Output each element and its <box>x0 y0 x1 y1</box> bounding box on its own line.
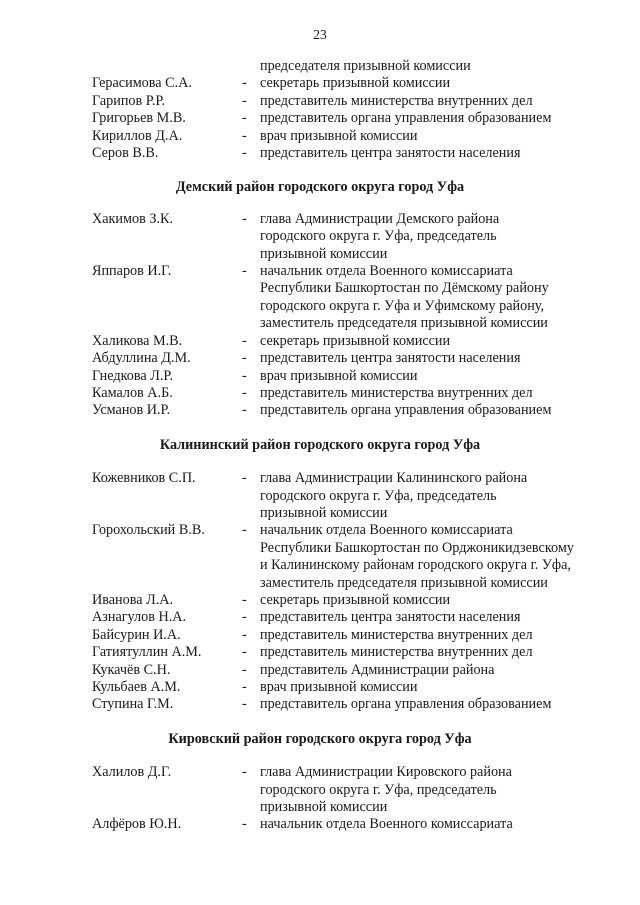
member-row <box>92 609 607 626</box>
member-role: представитель центра занятости населения <box>260 350 521 367</box>
member-role: представитель министерства внутренних дел <box>260 626 533 643</box>
member-row <box>92 402 607 419</box>
member-row <box>92 385 607 402</box>
member-role: представитель центра занятости населения <box>260 609 521 626</box>
dash: - <box>242 367 247 384</box>
continuation-row <box>92 58 607 75</box>
member-name: Григорьев М.В. <box>92 110 186 127</box>
member-row <box>92 145 607 162</box>
dash: - <box>242 384 247 401</box>
member-name: Байсурин И.А. <box>92 626 181 643</box>
dash: - <box>242 110 247 127</box>
member-role: секретарь призывной комиссии <box>260 75 451 92</box>
member-name: Абдуллина Д.М. <box>92 350 191 367</box>
dash: - <box>242 522 247 539</box>
dash: - <box>242 679 247 695</box>
document-body <box>92 58 607 834</box>
dash: - <box>242 661 247 678</box>
dash: - <box>242 75 247 92</box>
member-name: Алфёров Ю.Н. <box>92 816 182 833</box>
dash: - <box>242 696 247 713</box>
member-name: Кукачёв С.Н. <box>92 661 171 678</box>
member-row <box>92 93 607 110</box>
member-role: врач призывной комиссии <box>260 367 418 384</box>
member-row <box>92 816 607 833</box>
member-name: Герасимова С.А. <box>92 75 192 92</box>
page-number: 23 <box>313 27 327 42</box>
member-row <box>92 644 607 661</box>
member-name: Хакимов З.К. <box>92 210 174 227</box>
member-name: Ступина Г.М. <box>92 696 174 713</box>
member-name: Кожевников С.П. <box>92 470 196 487</box>
member-row <box>92 211 607 263</box>
section-heading: Калининский район городского округа город Уфа <box>159 436 481 453</box>
dash: - <box>242 332 247 349</box>
member-role: секретарь призывной комиссии <box>260 332 451 349</box>
member-role: представитель Администрации района <box>260 661 495 678</box>
member-role: начальник отдела Военного комиссариата <box>260 816 513 833</box>
section-heading: Демский район городского округа город Уфа <box>175 179 465 196</box>
member-role: представитель органа управления образованием <box>260 402 552 419</box>
member-row <box>92 696 607 713</box>
dash: - <box>242 145 247 162</box>
member-row <box>92 263 607 333</box>
member-name: Гатиятуллин А.М. <box>92 644 202 661</box>
dash: - <box>242 263 247 280</box>
member-name: Гарипов Р.Р. <box>92 92 166 109</box>
member-name: Халикова М.В. <box>92 332 183 349</box>
member-role: начальник отдела Военного комиссариата Республики Башкортостан по Орджоникидзевскому и Калининскому районам городского округа г. Уфа, заместитель председателя призывной комиссии <box>260 522 574 591</box>
member-role: представитель органа управления образованием <box>260 696 552 713</box>
member-role: представитель министерства внутренних дел <box>260 384 533 401</box>
member-name: Гнедкова Л.Р. <box>92 367 174 384</box>
dash: - <box>242 127 247 144</box>
dash: - <box>242 816 247 833</box>
member-row <box>92 470 607 522</box>
member-name: Кульбаев А.М. <box>92 679 181 695</box>
member-role: глава Администрации Калининского района городского округа г. Уфа, председатель призывной комиссии <box>260 470 528 521</box>
dash: - <box>242 92 247 109</box>
member-row <box>92 110 607 127</box>
dash: - <box>242 644 247 661</box>
member-row <box>92 679 607 696</box>
member-row <box>92 350 607 367</box>
member-name: Халилов Д.Г. <box>92 764 172 781</box>
member-name: Усманов И.Р. <box>92 402 171 419</box>
member-row <box>92 333 607 350</box>
dash: - <box>242 470 247 487</box>
member-role: представитель министерства внутренних дел <box>260 92 533 109</box>
section-heading: Кировский район городского округа город Уфа <box>168 730 472 747</box>
member-role: глава Администрации Демского района городского округа г. Уфа, председатель призывной комиссии <box>260 210 500 262</box>
member-name: Азнагулов Н.А. <box>92 609 187 626</box>
dash: - <box>242 402 247 419</box>
member-row <box>92 764 607 816</box>
member-role: представитель министерства внутренних дел <box>260 644 533 661</box>
member-name: Кириллов Д.А. <box>92 127 183 144</box>
member-row <box>92 592 607 609</box>
role-continuation: председателя призывной комиссии <box>260 58 471 74</box>
member-row <box>92 128 607 145</box>
dash: - <box>242 764 247 781</box>
member-row <box>92 662 607 679</box>
member-role: врач призывной комиссии <box>260 127 418 144</box>
member-row <box>92 627 607 644</box>
member-role: секретарь призывной комиссии <box>260 591 451 608</box>
member-name: Яппаров И.Г. <box>92 263 172 280</box>
member-role: представитель органа управления образованием <box>260 110 552 127</box>
dash: - <box>242 350 247 367</box>
member-role: начальник отдела Военного комиссариата Республики Башкортостан по Дёмскому району городского округа г. Уфа и Уфимскому району, заместитель председателя призывной комиссии <box>260 263 549 332</box>
member-name: Горохольский В.В. <box>92 522 205 539</box>
member-row <box>92 75 607 92</box>
member-name: Камалов А.Б. <box>92 384 173 401</box>
member-name: Иванова Л.А. <box>92 591 174 608</box>
member-name: Серов В.В. <box>92 145 159 162</box>
member-role: врач призывной комиссии <box>260 679 418 695</box>
member-row <box>92 522 607 592</box>
dash: - <box>242 591 247 608</box>
dash: - <box>242 626 247 643</box>
member-row <box>92 368 607 385</box>
member-role: глава Администрации Кировского района городского округа г. Уфа, председатель призывной комиссии <box>260 764 512 816</box>
dash: - <box>242 609 247 626</box>
dash: - <box>242 210 247 227</box>
member-role: представитель центра занятости населения <box>260 145 521 162</box>
